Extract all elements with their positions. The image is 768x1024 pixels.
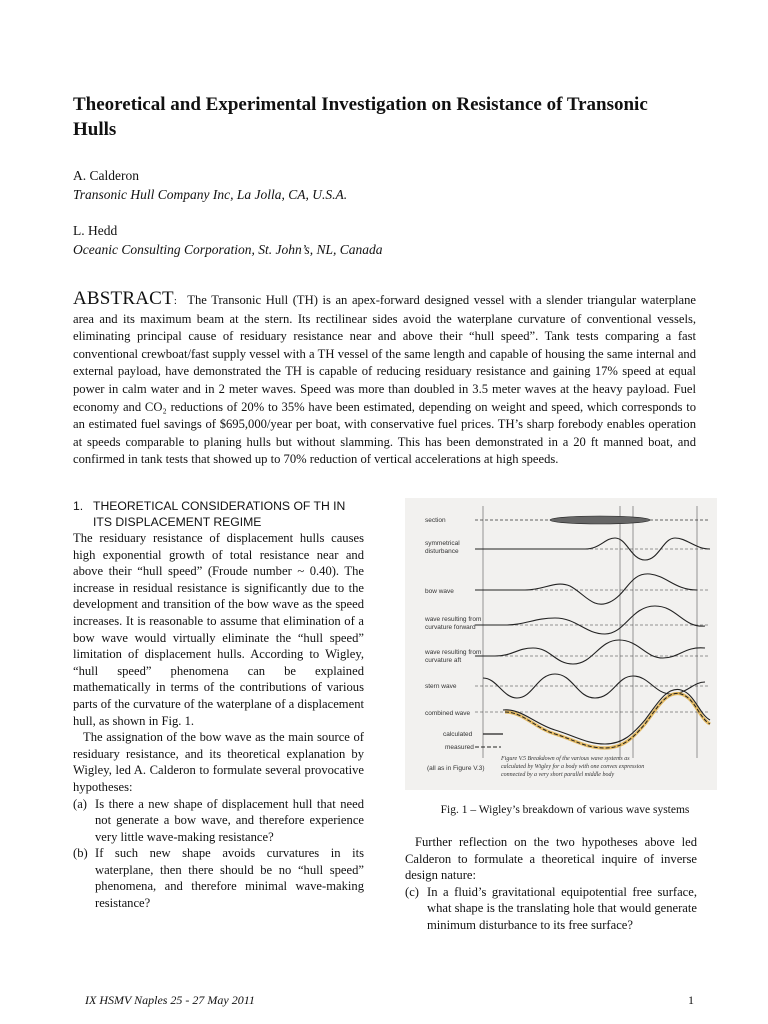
hull-section-shape <box>550 516 650 524</box>
label-calculated: calculated <box>443 731 473 738</box>
label-wave-aft-2: curvature aft <box>425 657 462 664</box>
label-section: section <box>425 517 446 524</box>
curve-forward-wave <box>475 606 705 634</box>
label-symmetrical: symmetrical <box>425 540 460 547</box>
figure-note-3: connected by a very short parallel middle body <box>501 772 615 778</box>
curve-combined-calculated <box>503 689 710 744</box>
list-item-label: (b) <box>73 846 88 861</box>
page-number: 1 <box>688 993 694 1007</box>
list-item-label: (a) <box>73 796 87 811</box>
footer-conference: IX HSMV Naples 25 - 27 May 2011 <box>85 993 255 1007</box>
abstract <box>73 290 696 469</box>
wave-diagram <box>405 498 717 790</box>
author-name-2: L. Hedd <box>73 223 118 238</box>
label-combined-wave: combined wave <box>425 710 471 717</box>
list-item-text: Is there a new shape of displacement hull that need not generate a bow wave, and therefore experience very little wave-making resistance? <box>95 796 364 844</box>
label-wave-forward-2: curvature forward <box>425 624 476 631</box>
right-paragraph: Further reflection on the two hypotheses above led Calderon to formulate a theoretical inquire of inverse design nature: <box>405 835 697 883</box>
figure-note-1: Figure V.5 Breakdown of the various wave systems as <box>501 756 630 762</box>
label-disturbance: disturbance <box>425 548 459 555</box>
abstract-colon: : <box>173 295 177 307</box>
label-measured: measured <box>445 744 474 751</box>
curve-aft-wave <box>475 640 705 664</box>
list-item <box>73 845 364 911</box>
abstract-text: The Transonic Hull (TH) is an apex-forward designed vessel with a slender triangular waterplane area and its maximum beam at the stern. Its rectilinear sides avoid the waterplane curvature of conventional vessels, eliminating principal cause of residuary resistance near and above their “hull speed”. Tank tests comparing a fast conventional crewboat/fast supply vessel with a TH vessel of the same length and capable of housing the same internal and external payload, have demonstrated the TH is capable of reducing residuary resistance and gaining 17% speed at equal power in calm water and in 2 meter waves. Speed was more than doubled in 3.5 meter waves at the heavy payload. Fuel economy and CO₂ reductions of 20% to 35% have been estimated, depending on weight and speed, which corresponds to an estimated fuel savings of $695,000/year per boat, with conservative fuel prices. TH’s sharp forebody enables operation at speeds comparable to planing hulls but without slamming. This has been demonstrated in a 20 ft manned boat, and confirmed in tank tests that showed up to 70% reduction of vertical accelerations at high speeds. <box>73 293 696 467</box>
label-all-as: (all as in Figure V.3) <box>427 765 485 772</box>
figure-caption: Fig. 1 – Wigley’s breakdown of various wave systems <box>440 804 690 816</box>
right-column <box>405 834 697 934</box>
section-number: 1. <box>73 499 84 513</box>
list-item <box>73 796 364 846</box>
section-paragraph-2: The assignation of the bow wave as the main source of residuary resistance, and its theoretical explanation by Wigley, led A. Calderon to formulate several provocative hypotheses: <box>73 730 364 794</box>
list-item-text: If such new shape avoids curvatures in its waterplane, then there should be no “hull speed” phenomena, and therefore minimal wave-making resistance? <box>95 846 364 911</box>
list-item <box>405 884 697 934</box>
figure-wigley-waves <box>405 498 717 790</box>
author-affiliation-2: Oceanic Consulting Corporation, St. John’s, NL, Canada <box>73 242 383 257</box>
author-name-1: A. Calderon <box>73 168 139 183</box>
label-wave-forward-1: wave resulting from <box>425 616 482 623</box>
section-paragraph-1: The residuary resistance of displacement hulls causes high exponential growth of total resistance near and above their “hull speed” (Froude number ~ 0.40). The increase in residual resistance is significantly due to the development and transition of the bow wave as the speed increases. It is reasonable to assume that elimination of a bow wave would virtually eliminate the “hull speed” limitation of displacement hulls. According to Wigley, “hull speed” phenomena can be explained mathematically in terms of the contributions of various parts of the curvature of the waterplane of a displacement hull, as shown in Fig. 1. <box>73 531 364 728</box>
list-item-label: (c) <box>405 884 419 899</box>
label-bow-wave: bow wave <box>425 588 454 595</box>
list-item-text: In a fluid’s gravitational equipotential free surface, what shape is the translating hole that would generate minimum disturbance to its free surface? <box>427 884 697 932</box>
curve-bow-wave <box>475 574 697 604</box>
paper-title: Theoretical and Experimental Investigation on Resistance of Transonic Hulls <box>73 94 648 140</box>
section-title: THEORETICAL CONSIDERATIONS OF TH IN ITS DISPLACEMENT REGIME <box>93 499 346 529</box>
left-column <box>73 498 364 912</box>
author-affiliation-1: Transonic Hull Company Inc, La Jolla, CA, U.S.A. <box>73 187 348 202</box>
label-wave-aft-1: wave resulting from <box>425 649 482 656</box>
figure-note-2: calculated by Wigley for a body with one convex expression <box>501 764 645 770</box>
abstract-heading: ABSTRACT <box>73 288 174 309</box>
label-stern-wave: stern wave <box>425 683 457 690</box>
section-heading <box>73 498 364 530</box>
